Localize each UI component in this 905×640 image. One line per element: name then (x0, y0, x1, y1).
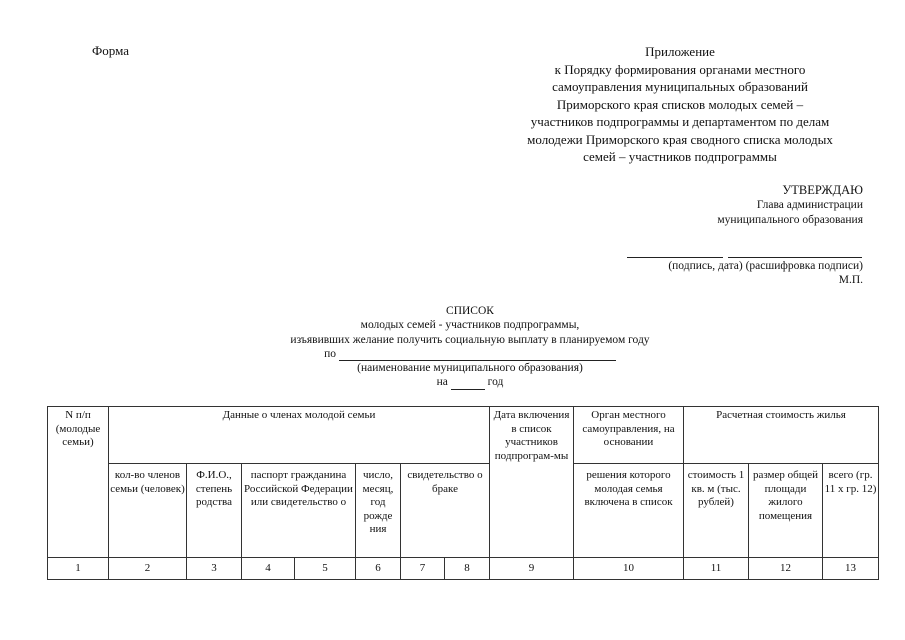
municipality-caption: (наименование муниципального образования) (357, 362, 583, 375)
signature-caption: (подпись, дата) (расшифровка подписи) (668, 260, 863, 272)
column-number: 3 (187, 558, 242, 580)
column-number: 1 (48, 558, 109, 580)
column-number: 8 (445, 558, 490, 580)
appendix-line: к Порядку формирования органами местного (554, 61, 806, 77)
signature-line (627, 257, 723, 258)
year-blank (451, 377, 485, 390)
column-number: 9 (490, 558, 574, 580)
appendix-line: Приморского края списков молодых семей – (556, 96, 804, 112)
subheader-area: размер общей площади жилого помещения (749, 464, 823, 558)
appendix-block (490, 43, 870, 166)
list-title: СПИСОК (446, 305, 494, 317)
column-number: 6 (356, 558, 401, 580)
subheader-passport: паспорт гражданина Российской Федерации или свидетельство о (242, 464, 356, 558)
column-number: 5 (295, 558, 356, 580)
list-subtitle-1: молодых семей - участников подпрограммы, (360, 319, 580, 332)
header-organ: Орган местного самоуправления, на основании (574, 407, 684, 464)
column-number: 13 (823, 558, 879, 580)
subheader-marriage: свидетельство о браке (401, 464, 490, 558)
header-members: Данные о членах молодой семьи (109, 407, 490, 464)
approve-title: УТВЕРЖДАЮ (782, 183, 863, 197)
column-number: 11 (684, 558, 749, 580)
subheader-birth: число, месяц, год рожде ния (356, 464, 401, 558)
approve-organization: муниципального образования (717, 214, 863, 226)
signature-decoding-line (728, 257, 862, 258)
list-subtitle-2: изъявивших желание получить социальную выплату в планируемом году (290, 333, 650, 346)
header-date: Дата включения в список участников подпрограм-мы (490, 407, 574, 558)
po-label: по (324, 347, 337, 360)
column-number: 12 (749, 558, 823, 580)
column-number-row (48, 558, 879, 580)
appendix-line: молодежи Приморского края сводного списка молодых (527, 131, 833, 147)
approval-block (717, 183, 863, 228)
na-label: на (436, 376, 448, 389)
table-header-row (48, 407, 879, 464)
year-row (180, 375, 760, 389)
appendix-line: участников подпрограммы и департаментом по делам (530, 114, 830, 129)
approve-position: Глава администрации (756, 199, 863, 211)
header-cost: Расчетная стоимость жилья (684, 407, 879, 464)
families-table (47, 406, 879, 580)
subheader-sqm-cost: стоимость 1 кв. м (тыс. рублей) (684, 464, 749, 558)
header-number: N п/п (молодые семьи) (48, 407, 109, 558)
appendix-line: Приложение (645, 44, 715, 59)
subheader-decision: решения которого молодая семья включена в список (574, 464, 684, 558)
form-label: Форма (92, 43, 129, 58)
column-number: 4 (242, 558, 295, 580)
god-label: год (487, 376, 504, 389)
appendix-line: семей – участников подпрограммы (583, 149, 777, 164)
column-number: 7 (401, 558, 445, 580)
stamp-label: М.П. (838, 274, 863, 286)
municipality-row (180, 347, 760, 361)
column-number: 10 (574, 558, 684, 580)
list-header (180, 304, 760, 390)
table-subheader-row (48, 464, 879, 558)
subheader-count: кол-во членов семьи (человек) (109, 464, 187, 558)
signature-caption-block (668, 259, 863, 287)
column-number: 2 (109, 558, 187, 580)
subheader-total: всего (гр. 11 x гр. 12) (823, 464, 879, 558)
appendix-line: самоуправления муниципальных образований (552, 79, 808, 94)
subheader-fio: Ф.И.О., степень родства (187, 464, 242, 558)
municipality-blank (339, 348, 616, 361)
